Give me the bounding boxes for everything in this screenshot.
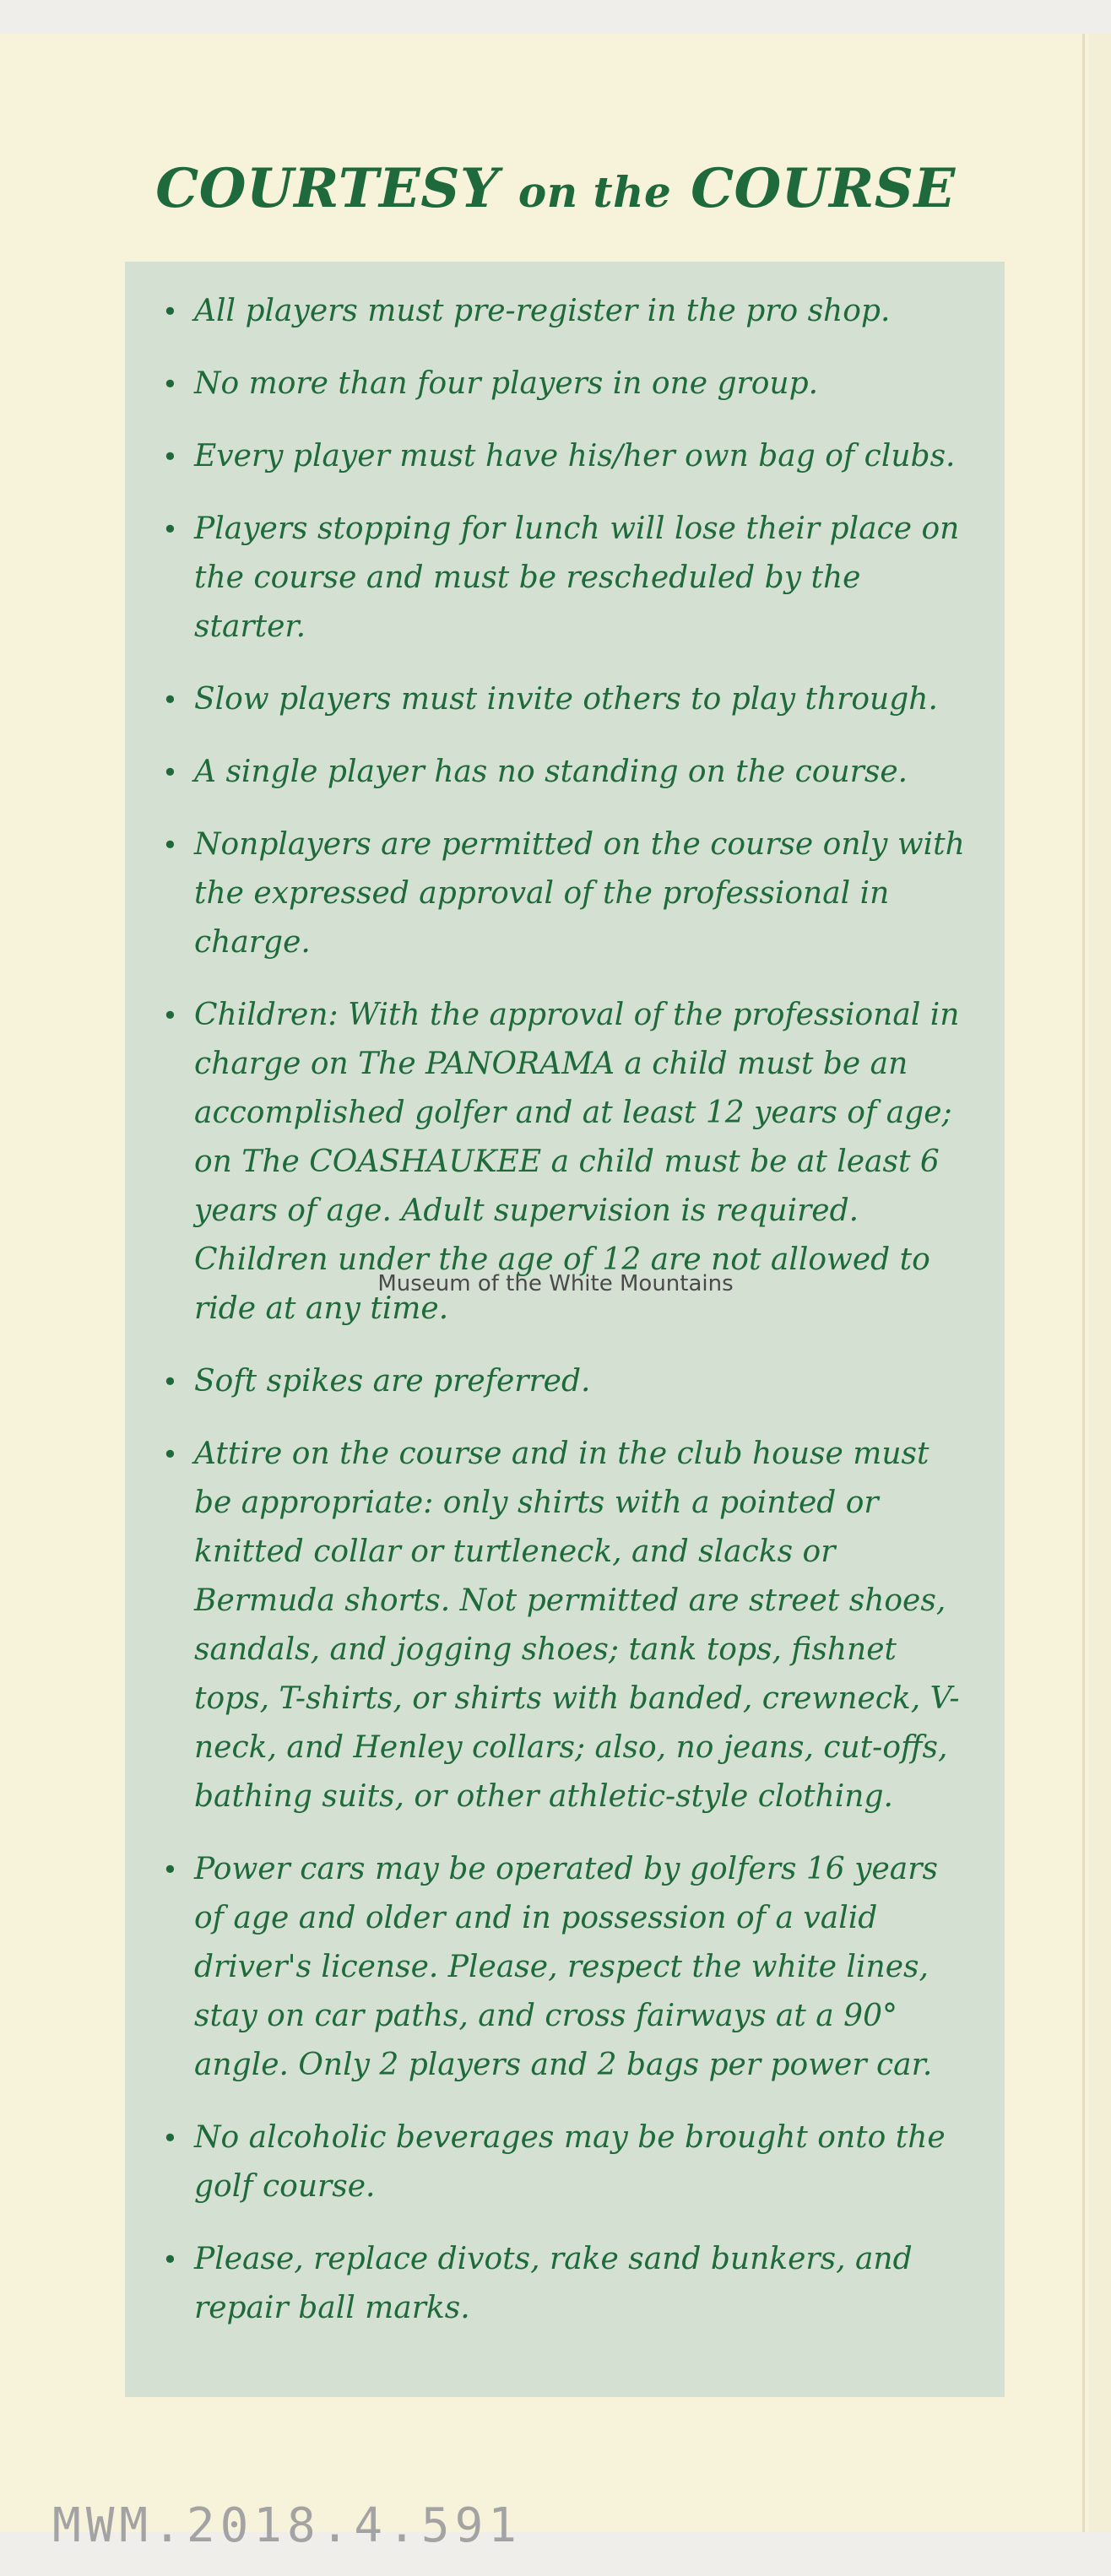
bullet-icon: •: [162, 441, 178, 473]
rule-item: [157, 1845, 971, 2090]
rule-item: [157, 1357, 971, 1406]
rule-item: [157, 675, 971, 724]
rule-item: [157, 287, 971, 336]
bullet-icon: •: [162, 1366, 178, 1398]
rules-list: [125, 262, 1005, 2333]
title-word-courtesy: COURTESY: [155, 157, 500, 220]
rule-text: Players stopping for lunch will lose their place on the course and must be rescheduled by the starter.: [194, 511, 960, 644]
bullet-icon: •: [162, 999, 178, 1031]
bullet-icon: •: [162, 368, 178, 400]
rule-text: All players must pre-register in the pro shop.: [194, 294, 891, 328]
museum-watermark: Museum of the White Mountains: [377, 1271, 734, 1296]
bullet-icon: •: [162, 684, 178, 716]
rule-text: No alcoholic beverages may be brought onto the golf course.: [194, 2120, 946, 2204]
title-word-course: COURSE: [691, 157, 956, 220]
page-title: [0, 157, 1111, 220]
rule-text: Every player must have his/her own bag of clubs.: [194, 439, 956, 474]
rule-item: [157, 505, 971, 652]
rule-item: [157, 360, 971, 409]
rule-text: Attire on the course and in the club house must be appropriate: only shirts with a pointed or knitted collar or turtleneck, and slacks or Bermuda shorts. Not permitted are street shoes, sandals, and jogging shoes; tank tops, fishnet tops, T-shirts, or shirts with banded, crewneck, V-neck, and Henley collars; also, no jeans, cut-offs, bathing suits, or other athletic-style clothing.: [194, 1437, 960, 1814]
bullet-icon: •: [162, 2243, 178, 2276]
accession-number: MWM.2018.4.591: [52, 2498, 523, 2553]
rule-text: Nonplayers are permitted on the course only with the expressed approval of the professional in charge.: [194, 827, 965, 960]
rule-item: [157, 2235, 971, 2333]
title-word-on-the: on the: [518, 167, 672, 217]
bullet-icon: •: [162, 756, 178, 788]
rule-item: [157, 432, 971, 481]
rule-text: Children: With the approval of the professional in charge on The PANORAMA a child must be an accomplished golfer and at least 12 years of age; on The COASHAUKEE a child must be at least 6 years of age. Adult supervision is required. Children under the age of 12 are not allowed to ride at any time.: [194, 998, 960, 1326]
bullet-icon: •: [162, 829, 178, 861]
bullet-icon: •: [162, 513, 178, 545]
rule-text: Soft spikes are preferred.: [194, 1364, 591, 1399]
rule-item: [157, 1430, 971, 1821]
bullet-icon: •: [162, 2122, 178, 2154]
bullet-icon: •: [162, 1438, 178, 1470]
rules-panel: [125, 262, 1005, 2397]
rule-text: No more than four players in one group.: [194, 366, 819, 401]
rule-item: [157, 2113, 971, 2211]
rule-item: [157, 748, 971, 797]
bullet-icon: •: [162, 295, 178, 327]
rule-text: A single player has no standing on the course.: [194, 755, 908, 789]
rule-text: Slow players must invite others to play through.: [194, 682, 938, 717]
bullet-icon: •: [162, 1854, 178, 1886]
rule-item: [157, 820, 971, 967]
rule-text: Please, replace divots, rake sand bunkers, and repair ball marks.: [194, 2242, 913, 2325]
rule-text: Power cars may be operated by golfers 16 years of age and older and in possession of a valid driver's license. Please, respect the white lines, stay on car paths, and cross fairways at a 90° angle. Only 2 players and 2 bags per power car.: [194, 1852, 938, 2082]
